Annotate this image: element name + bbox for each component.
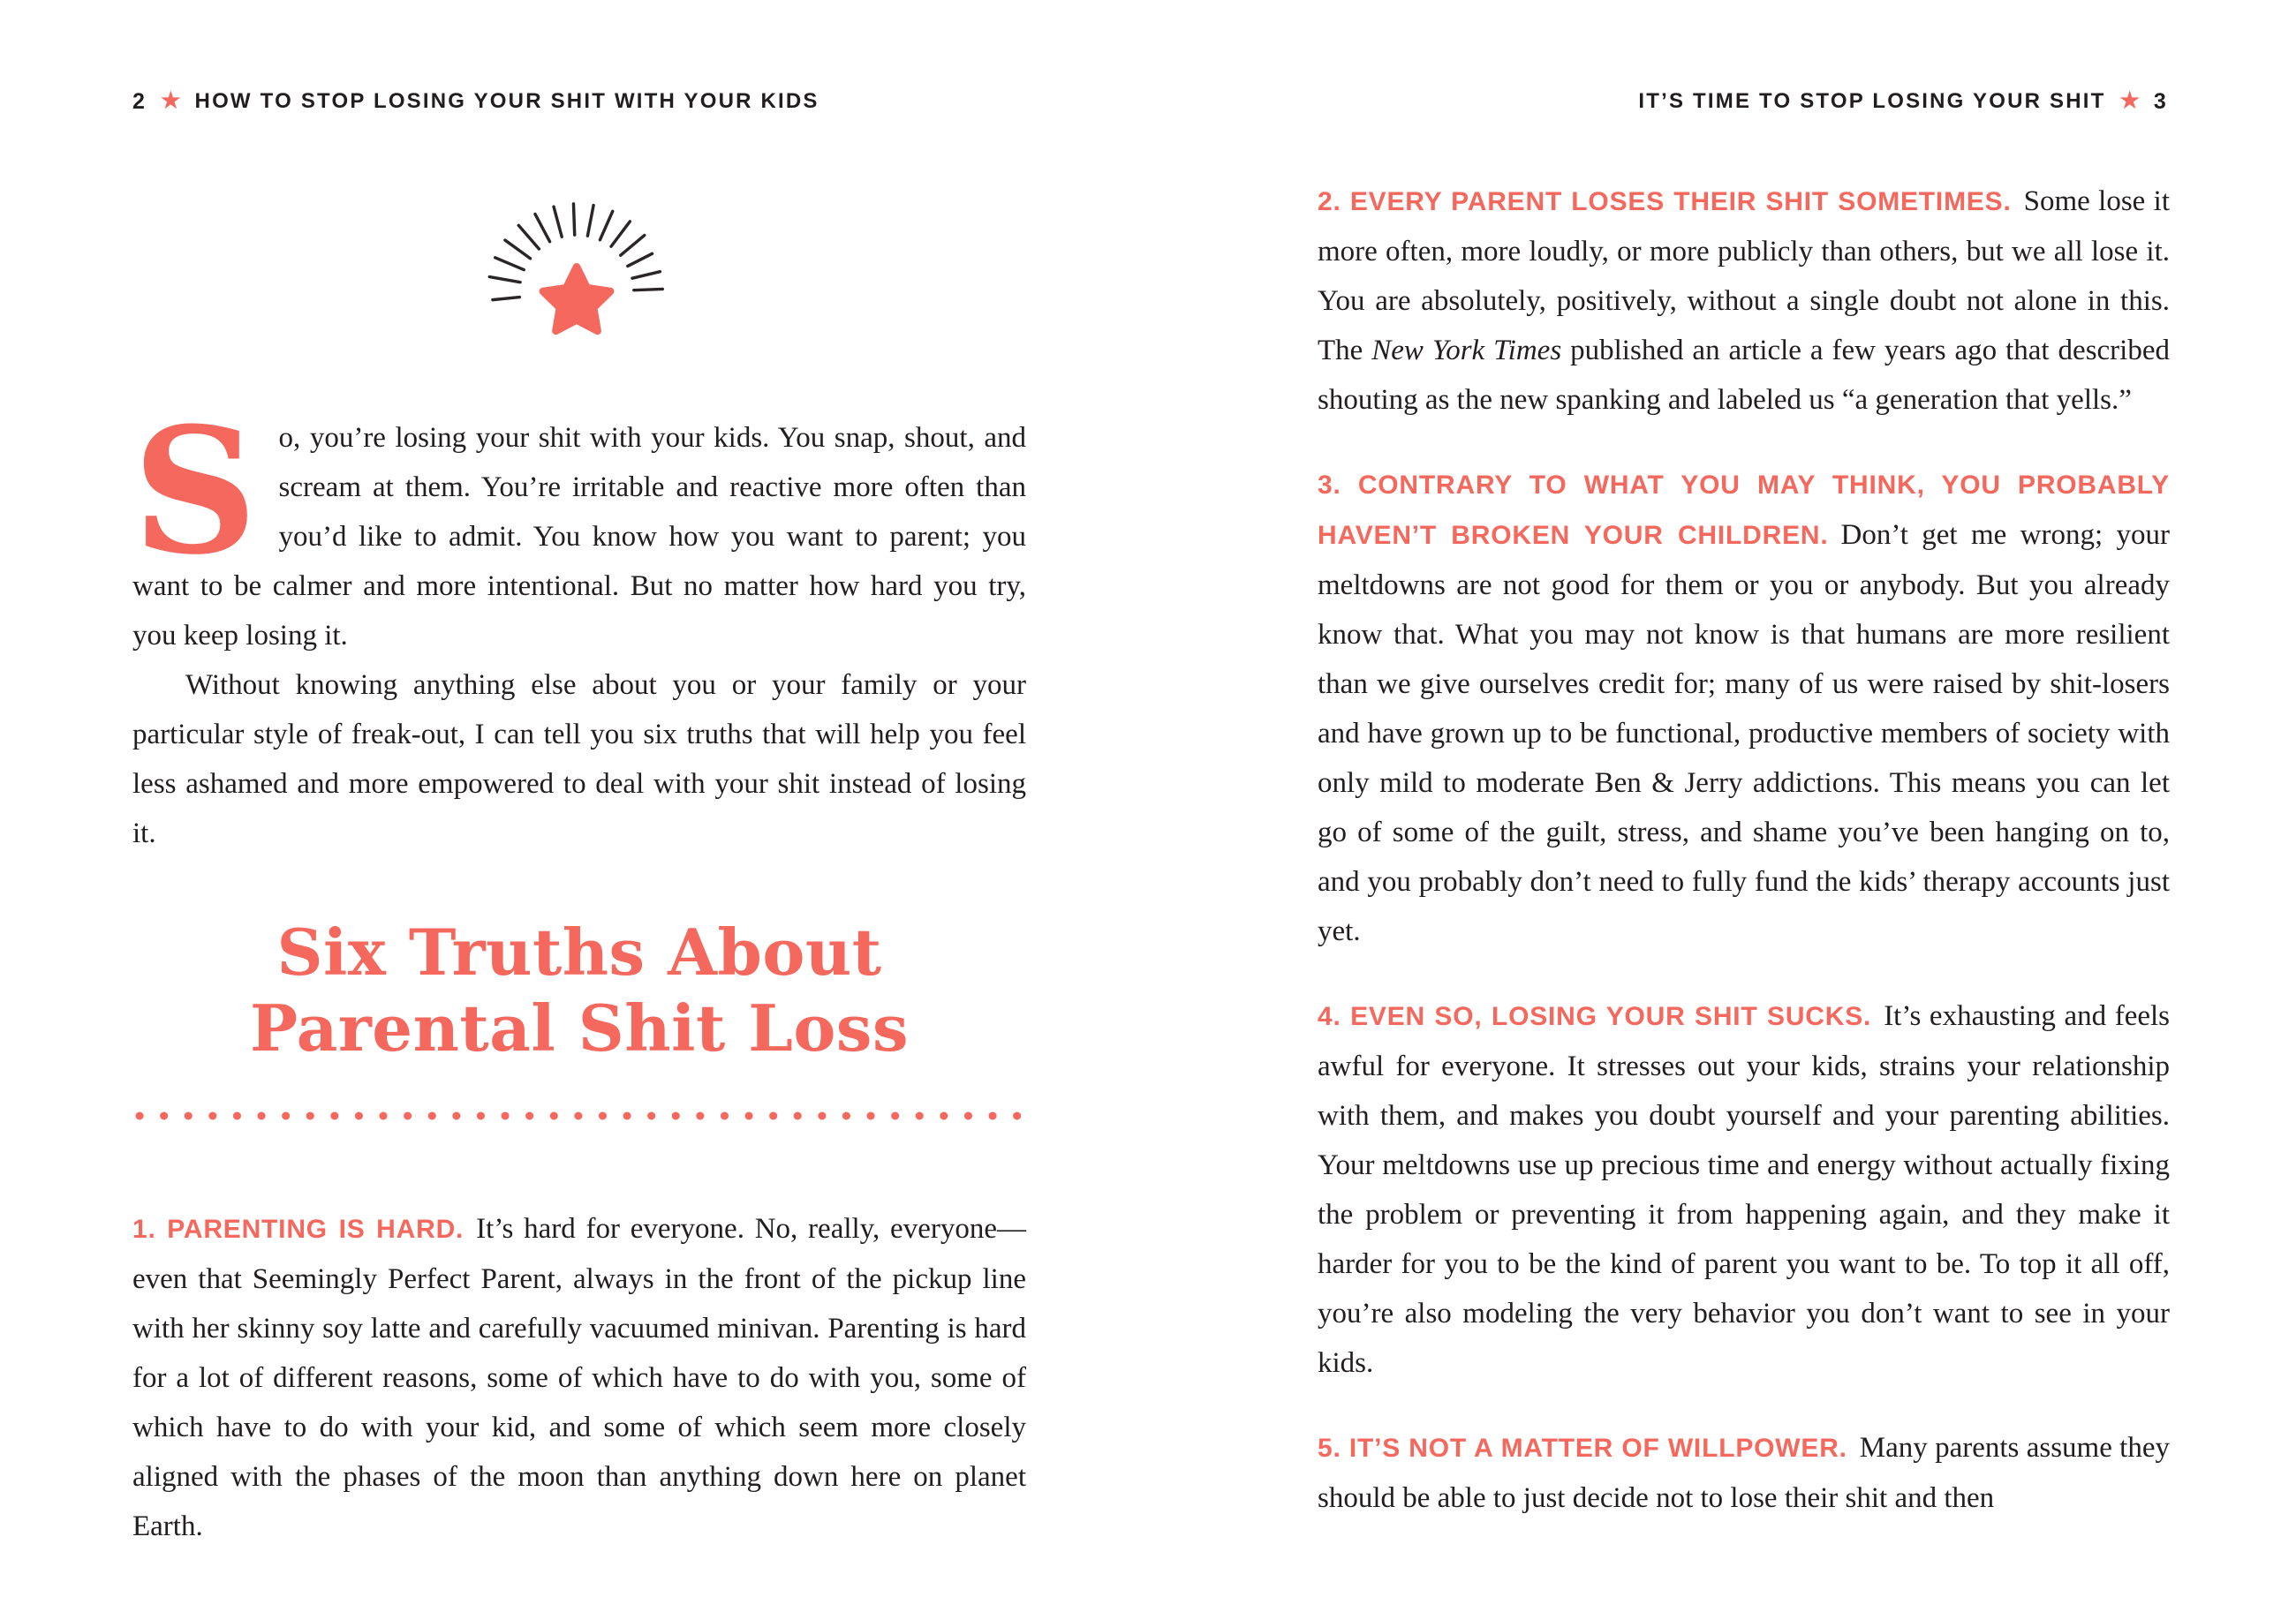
truth-item-label: 1. PARENTING IS HARD. [132, 1215, 464, 1245]
truth-item [1318, 991, 2170, 1388]
truth-item-label: 5. IT’S NOT A MATTER OF WILLPOWER. [1318, 1434, 1847, 1463]
truth-item [1318, 177, 2170, 425]
star-icon: ★ [2119, 88, 2140, 113]
truth-item-body: Some lose it more often, more loudly, or more publicly than others, but we all lose it. You are absolutely, positively, without a single doubt not alone in this. The [1318, 185, 2171, 366]
intro-paragraph-2: Without knowing anything else about you or your family or your particular style of freak-out, I can tell you six truths that will help you feel less ashamed and more empowered to deal with your shit instead of losing it. [132, 669, 1026, 849]
book-title: HOW TO STOP LOSING YOUR SHIT WITH YOUR KIDS [194, 89, 819, 113]
truth-item-label: 2. EVERY PARENT LOSES THEIR SHIT SOMETIMES. [1318, 187, 2012, 216]
page-header-left [132, 88, 819, 115]
section-heading [132, 915, 1026, 1066]
truth-item [1318, 1423, 2170, 1523]
section-heading-line1: Six Truths About [276, 915, 882, 990]
truth-item [1318, 460, 2170, 956]
drop-cap: S [132, 390, 258, 593]
intro-paragraph-1 [132, 390, 1026, 660]
truth-item-body-post: published an article a few years ago that described shouting as the new spanking and labeled us “a generation that yells.” [1318, 335, 2170, 416]
page-header-right [1638, 88, 2168, 115]
right-page-column [1318, 177, 2170, 1523]
truth-item-body: It’s exhausting and feels awful for everyone. It stresses out your kids, strains your relationship with them, and makes you doubt yourself and your parenting abilities. Your meltdowns use up precious time and energy without actually fixing the problem or preventing it from happening again, and they make it harder for you to be the kind of parent you want to be. To top it all off, you’re also modeling the very behavior you don’t want to see in your kids. [1318, 1000, 2170, 1379]
truth-item-body: It’s hard for everyone. No, really, everyone—even that Seemingly Perfect Parent, always in the front of the pickup line with her skinny soy latte and carefully vacuumed minivan. Parenting is hard for a lot of different reasons, some of which have to do with you, some of which have to do with your kid, and some of which seem more closely aligned with the phases of the moon than anything down here on planet Earth. [132, 1213, 1026, 1543]
page-number-left: 2 [132, 88, 147, 114]
truth-item [132, 1204, 1026, 1551]
truth-item-body: Many parents assume they should be able to just decide not to lose their shit and then [1318, 1432, 2170, 1514]
page-number-right: 3 [2153, 88, 2168, 114]
intro-paragraph-1-text: o, you’re losing your shit with your kids. You snap, shout, and scream at them. You’re irritable and reactive more often than you’d like to admit. You know how you want to parent; you want to be calmer and more intentional. But no matter how hard you try, you keep losing it. [132, 422, 1026, 652]
section-heading-line2: Parental Shit Loss [249, 991, 909, 1066]
starburst-icon [484, 192, 669, 353]
star-icon: ★ [161, 88, 181, 113]
cited-publication: New York Times [1371, 335, 1562, 366]
dotted-divider [132, 1109, 1026, 1123]
truth-item-label: 3. CONTRARY TO WHAT YOU MAY THINK, YOU PROBABLY HAVEN’T BROKEN YOUR CHILDREN. [1318, 471, 2170, 550]
chapter-title: IT’S TIME TO STOP LOSING YOUR SHIT [1638, 89, 2106, 113]
truth-item-label: 4. EVEN SO, LOSING YOUR SHIT SUCKS. [1318, 1002, 1872, 1031]
truth-item-body: Don’t get me wrong; your meltdowns are not good for them or you or anybody. But you already know that. What you may not know is that humans are more resilient than we give ourselves credit for; many of us were raised by shit-losers and have grown up to be functional, productive members of society with only mild to moderate Ben & Jerry addictions. This means you can let go of some of the guilt, stress, and shame you’ve been hanging on to, and you probably don’t need to fully fund the kids’ therapy accounts just yet. [1318, 519, 2170, 947]
left-page-column [132, 390, 1026, 1551]
